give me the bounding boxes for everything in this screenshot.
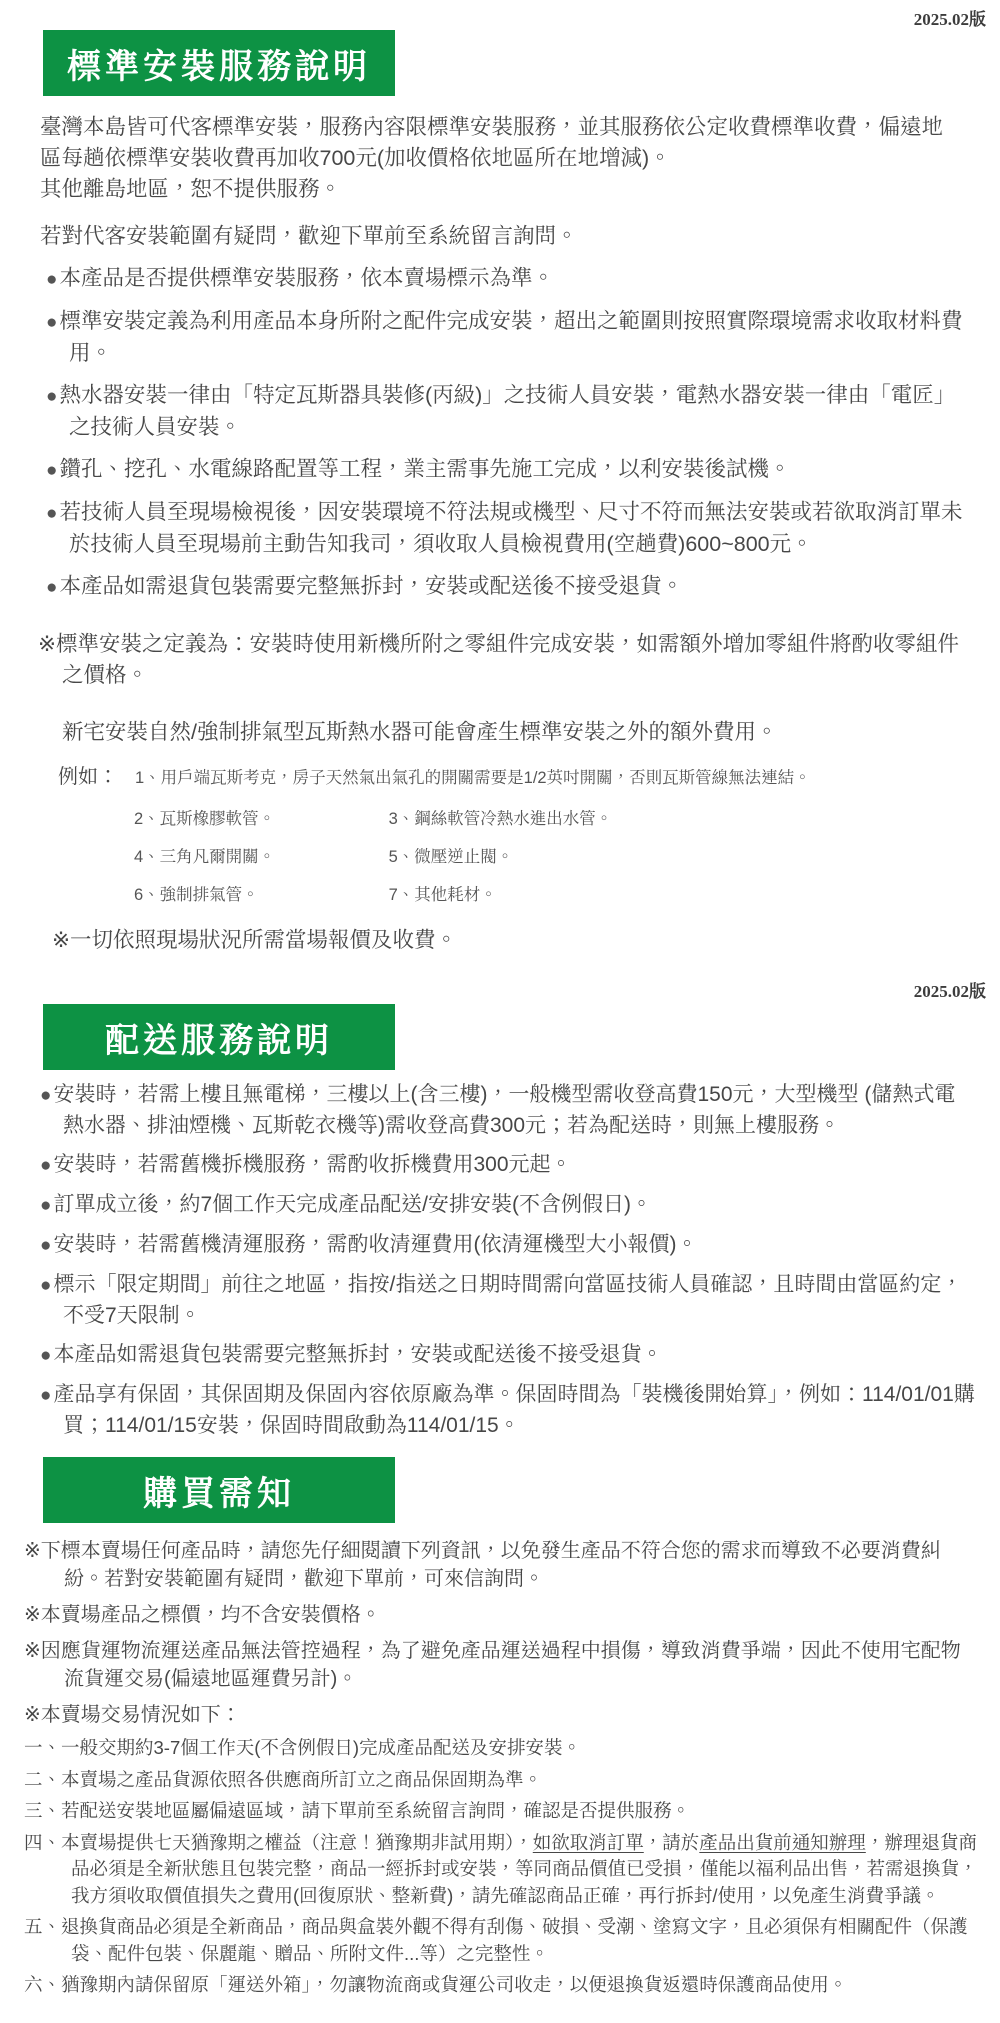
list-item: ●訂單成立後，約7個工作天完成產品配送/安排安裝(不含例假日)。 — [40, 1193, 652, 1216]
bullet-icon: ● — [46, 460, 58, 481]
list-item: ●本產品是否提供標準安裝服務，依本賣場標示為準。 — [46, 266, 554, 290]
list-item: ●產品享有保固，其保固期及保固內容依原廠為準。保固時間為「裝機後開始算」，例如：114/01/01購買；114/01/15安裝，保固時間啟動為114/01/15。 — [40, 1383, 975, 1437]
intro-line-1: 臺灣本島皆可代客標準安裝，服務內容限標準安裝服務，並其服務依公定收費標準收費，偏遠地區每趟依標準安裝收費再加收700元(加收價格依地區所在地增減)。 — [40, 115, 944, 170]
section-title-purchase: 購買需知 — [43, 1457, 395, 1523]
list-item: ●安裝時，若需上樓且無電梯，三樓以上(含三樓)，一般機型需收登高費150元，大型機型 (儲熱式電熱水器、排油煙機、瓦斯乾衣機等)需收登高費300元；若為配送時，則無上樓服務。 — [40, 1083, 956, 1137]
list-item: 六、猶豫期內請保留原「運送外箱」，勿讓物流商或貨運公司收走，以便退換貨返還時保護商品使用。 — [24, 1974, 848, 1995]
purchase-note: ※本賣場交易情況如下： — [24, 1704, 241, 1726]
example-label: 例如： — [58, 766, 118, 788]
list-item: ●安裝時，若需舊機拆機服務，需酌收拆機費用300元起。 — [40, 1153, 572, 1176]
section-standard-install — [0, 10, 1000, 956]
version-label: 2025.02版 — [913, 10, 986, 29]
list-item: 一、一般交期約3-7個工作天(不含例假日)完成產品配送及安排安裝。 — [24, 1737, 582, 1758]
example-item: 5、微壓逆止閥。 — [388, 848, 514, 866]
purchase-item-list — [0, 1735, 1000, 1999]
install-note: 若對代客安裝範圍有疑問，歡迎下單前至系統留言詢問。 — [40, 224, 578, 248]
list-item: ●安裝時，若需舊機清運服務，需酌收清運費用(依清運機型大小報價)。 — [40, 1233, 698, 1256]
list-item: 三、若配送安裝地區屬偏遠區域，請下單前至系統留言詢問，確認是否提供服務。 — [24, 1800, 691, 1821]
install-intro — [40, 112, 960, 205]
list-item: ●本產品如需退貨包裝需要完整無拆封，安裝或配送後不接受退貨。 — [40, 1343, 663, 1366]
bullet-icon: ● — [46, 269, 58, 290]
example-item: 3、鋼絲軟管冷熱水進出水管。 — [388, 810, 613, 828]
delivery-bullet-list — [0, 1080, 1000, 1441]
bullet-icon: ● — [40, 1155, 52, 1176]
bullet-icon: ● — [46, 577, 58, 598]
bullet-icon: ● — [40, 1235, 52, 1256]
remark-new-house: 新宅安裝自然/強制排氣型瓦斯熱水器可能會產生標準安裝之外的額外費用。 — [62, 720, 778, 744]
list-item: 五、退換貨商品必須是全新商品，商品與盒裝外觀不得有刮傷、破損、受潮、塗寫文字，且必須保有相關配件（保護袋、配件包裝、保麗龍、贈品、所附文件...等）之完整性。 — [24, 1916, 968, 1964]
install-bullet-list — [0, 263, 1000, 603]
bullet-icon: ● — [46, 386, 58, 407]
purchase-note: ※本賣場產品之標價，均不含安裝價格。 — [24, 1604, 381, 1626]
list-item: ●熱水器安裝一律由「特定瓦斯器具裝修(丙級)」之技術人員安裝，電熱水器安裝一律由「電匠」之技術人員安裝。 — [46, 383, 956, 439]
section-title-delivery: 配送服務說明 — [43, 1004, 395, 1070]
example-item: 7、其他耗材。 — [388, 886, 497, 904]
example-row — [134, 883, 1000, 907]
purchase-notes — [0, 1537, 1000, 1729]
list-item: ●若技術人員至現場檢視後，因安裝環境不符法規或機型、尺寸不符而無法安裝或若欲取消訂單未於技術人員至現場前主動告知我司，須收取人員檢視費用(空趟費)600~800元。 — [46, 500, 963, 556]
list-item: ●標示「限定期間」前往之地區，指按/指送之日期時間需向當區技術人員確認，且時間由當區約定，不受7天限制。 — [40, 1273, 963, 1327]
underlined-cancel-order: 如欲取消訂單 — [532, 1831, 644, 1853]
bullet-icon: ● — [46, 503, 58, 524]
underlined-notify-before-ship: 產品出貨前通知辦理 — [699, 1831, 866, 1853]
list-item-with-underlines: 四、本賣場提供七天猶豫期之權益（注意！猶豫期非試用期），如欲取消訂單，請於產品出貨前通知辦理，辦理退貨商品必須是全新狀態且包裝完整，商品一經拆封或安裝，等同商品價值已受損，僅能以福利品出售，若需退換貨，我方須收取價值損失之費用(回復原狀、整新費)，請先確認商品正確，再行拆封/使用，以免產生消費爭議。 — [24, 1831, 978, 1906]
section-purchase-notice — [0, 1457, 1000, 1999]
bullet-icon: ● — [40, 1275, 52, 1296]
remark-standard-definition: ※標準安裝之定義為：安裝時使用新機所附之零組件完成安裝，如需額外增加零組件將酌收零組件之價格。 — [38, 632, 960, 687]
example-item: 4、三角凡爾開關。 — [134, 848, 276, 866]
example-item: 6、強制排氣管。 — [134, 886, 259, 904]
example-item-1: 1、用戶端瓦斯考克，房子天然氣出氣孔的開關需要是1/2英吋開關，否則瓦斯管線無法連結。 — [135, 769, 811, 787]
list-item: ●標準安裝定義為利用產品本身所附之配件完成安裝，超出之範圍則按照實際環境需求收取材料費用。 — [46, 309, 963, 365]
bullet-icon: ● — [40, 1345, 52, 1366]
bullet-icon: ● — [46, 312, 58, 333]
section-title-install: 標準安裝服務說明 — [43, 30, 395, 96]
remark-onsite-quote: ※一切依照現場狀況所需當場報價及收費。 — [52, 928, 458, 952]
intro-line-2: 其他離島地區，恕不提供服務。 — [40, 177, 342, 201]
example-block — [58, 762, 1000, 907]
list-item: 二、本賣場之產品貨源依照各供應商所訂立之商品保固期為準。 — [24, 1768, 543, 1790]
section-delivery — [0, 982, 1000, 1441]
example-item: 2、瓦斯橡膠軟管。 — [134, 810, 276, 828]
list-item: ●本產品如需退貨包裝需要完整無拆封，安裝或配送後不接受退貨。 — [46, 574, 683, 598]
example-row — [134, 845, 1000, 869]
bullet-icon: ● — [40, 1385, 52, 1406]
bullet-icon: ● — [40, 1195, 52, 1216]
version-label: 2025.02版 — [913, 982, 986, 1001]
bullet-icon: ● — [40, 1085, 52, 1106]
purchase-note: ※因應貨運物流運送產品無法管控過程，為了避免產品運送過程中損傷，導致消費爭端，因此不使用宅配物流貨運交易(偏遠地區運費另計)。 — [24, 1640, 961, 1690]
purchase-note: ※下標本賣場任何產品時，請您先仔細閱讀下列資訊，以免發生產品不符合您的需求而導致不必要消費糾紛。若對安裝範圍有疑問，歡迎下單前，可來信詢問。 — [24, 1540, 941, 1590]
list-item: ●鑽孔、挖孔、水電線路配置等工程，業主需事先施工完成，以利安裝後試機。 — [46, 457, 791, 481]
example-row — [134, 807, 1000, 831]
